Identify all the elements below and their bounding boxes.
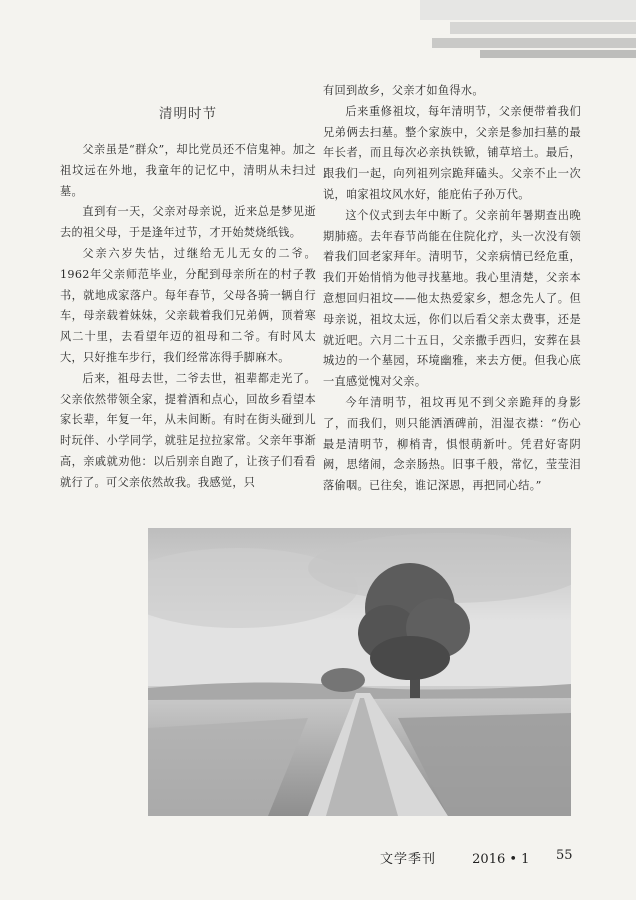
page-footer [380,848,573,867]
article-title: 清明时节 [159,106,217,122]
left-column [60,140,316,494]
magazine-name: 文学季刊 [380,852,437,867]
page-number: 55 [556,848,573,863]
paragraph-continuation: 有回到故乡，父亲才如鱼得水。 [323,84,484,97]
paragraph: 后来，祖母去世，二爷去世，祖辈都走光了。父亲依然带领全家，提着酒和点心，回故乡看望本家长辈，年复一年，从未间断。有时在街头碰到儿时玩伴、小学同学，就驻足拉拉家常。父亲年事渐高，亲戚就劝他：以后别亲自跑了，让孩子们看看就行了。可父亲依然故我。我感觉，只 [60,371,316,489]
landscape-photo [148,528,571,816]
paragraph: 今年清明节，祖坟再见不到父亲跪拜的身影了，而我们，则只能洒酒碑前，泪湿衣襟：“伤心最是清明节，柳梢青，惧恨萌新叶。凭君好寄阴阙，思绪闹，念亲肠热。旧事千般，常忆，莹莹泪落偷咽。已往矣，谁记深恩，再把同心结。” [323,395,581,493]
paragraph: 直到有一天，父亲对母亲说，近来总是梦见逝去的祖父母，于是逢年过节，才开始焚烧纸钱。 [60,205,316,240]
paragraph: 父亲虽是“群众”，却比党员还不信鬼神。加之祖坟远在外地，我童年的记忆中，清明从未扫过墓。 [60,143,316,198]
paragraph: 后来重修祖坟，每年清明节，父亲便带着我们兄弟俩去扫墓。整个家族中，父亲是参加扫墓的最年长者，而且每次必亲执铁锨，铺草培土。最后，跟我们一起，向列祖列宗跪拜磕头。父亲不止一次说，咱家祖坟风水好，能庇佑子孙万代。 [323,104,581,201]
decorative-corner-bars [420,0,636,62]
paragraph: 父亲六岁失怙，过继给无儿无女的二爷。1962年父亲师范毕业，分配到母亲所在的村子教书，就地成家落户。每年春节，父母各骑一辆自行车，母亲载着妹妹，父亲载着我们兄弟俩，顶着寒风二十里，去看望年迈的祖母和二爷。有时风太大，只好推车步行，我们经常冻得手脚麻木。 [60,246,316,364]
paragraph: 这个仪式到去年中断了。父亲前年暑期查出晚期肺癌。去年春节尚能在住院化疗，头一次没有领着我们回老家拜年。清明节，父亲病情已经危重，我们开始悄悄为他寻找墓地。我心里清楚，父亲本意想回归祖坟——他太热爱家乡，想念先人了。但母亲说，祖坟太远，你们以后看父亲太费事，还是就近吧。六月二十五日，父亲撒手西归，安葬在县城边的一个墓园，环境幽雅，来去方便。但我心底一直感觉愧对父亲。 [323,208,581,389]
issue-number: 2016 • 1 [472,852,530,867]
tree-field-illustration [148,528,571,816]
right-column [323,81,581,497]
